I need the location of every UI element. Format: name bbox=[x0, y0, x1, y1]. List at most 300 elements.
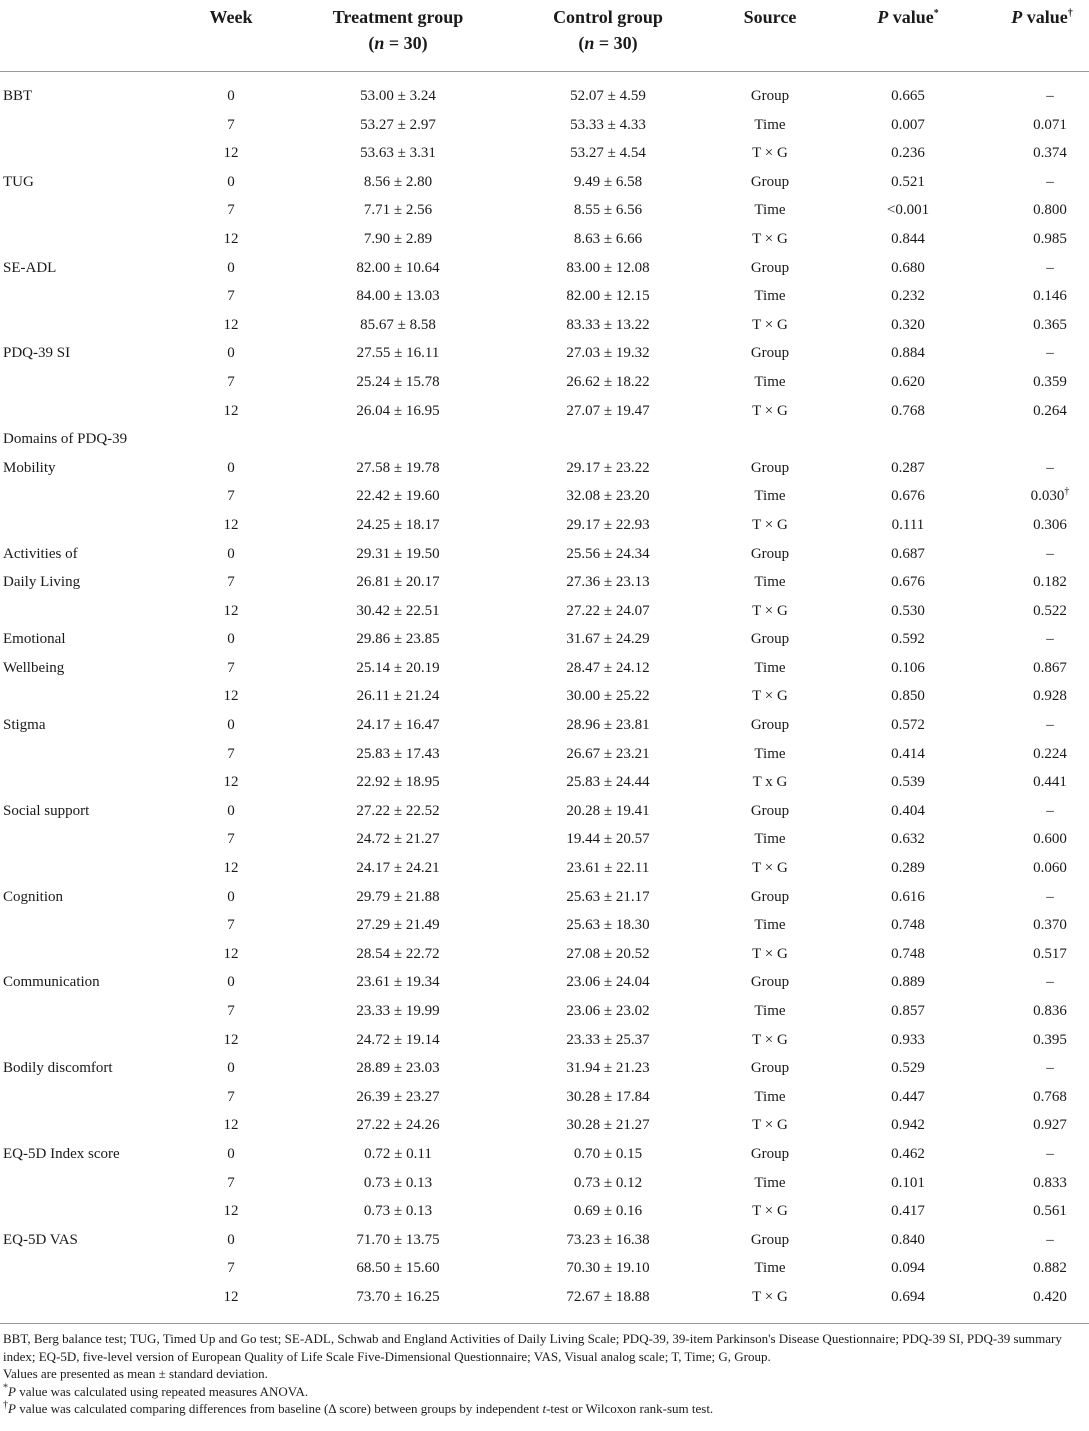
treatment-value-cell: 68.50 ± 15.60 bbox=[356, 1260, 440, 1277]
row-label: SE-ADL bbox=[3, 259, 57, 276]
week-cell: 12 bbox=[223, 230, 239, 247]
treatment-value-cell: 27.29 ± 21.49 bbox=[356, 917, 440, 934]
p-value-anova-cell: 0.748 bbox=[891, 917, 925, 934]
source-cell: Group bbox=[750, 345, 790, 362]
treatment-value-cell: 73.70 ± 16.25 bbox=[356, 1288, 440, 1305]
row-label: PDQ-39 SI bbox=[3, 345, 71, 362]
week-cell: 7 bbox=[227, 1174, 235, 1191]
delta-footnote: †P value was calculated comparing differences from baseline (Δ score) between groups by independent t-test or Wilcoxon rank-sum test. bbox=[3, 1399, 714, 1416]
week-cell: 12 bbox=[223, 316, 239, 333]
week-cell: 7 bbox=[227, 574, 235, 591]
week-cell: 12 bbox=[223, 402, 239, 419]
table-row bbox=[0, 339, 1089, 368]
treatment-value-cell: 27.58 ± 19.78 bbox=[356, 459, 440, 476]
p-value-delta-cell: 0.928 bbox=[1033, 688, 1067, 705]
week-cell: 0 bbox=[227, 345, 235, 362]
p-value-delta-cell: 0.833 bbox=[1033, 1174, 1067, 1191]
header-treatment-group: Treatment group (n = 30) bbox=[318, 4, 478, 56]
control-value-cell: 8.55 ± 6.56 bbox=[573, 202, 643, 219]
table-row bbox=[0, 1254, 1089, 1283]
p-value-anova-cell: 0.462 bbox=[891, 1145, 925, 1162]
source-cell: Time bbox=[754, 488, 786, 505]
p-value-delta-cell: – bbox=[1046, 717, 1054, 734]
source-cell: T × G bbox=[752, 602, 788, 619]
table-row bbox=[0, 368, 1089, 397]
row-label: TUG bbox=[3, 173, 34, 190]
p-value-delta-cell: 0.836 bbox=[1033, 1003, 1067, 1019]
p-value-delta-cell: 0.264 bbox=[1033, 402, 1067, 419]
source-cell: Group bbox=[750, 1145, 790, 1162]
table-row bbox=[0, 825, 1089, 854]
p-value-delta-cell: – bbox=[1046, 88, 1054, 104]
source-cell: Group bbox=[750, 173, 790, 190]
p-value-anova-cell: <0.001 bbox=[886, 202, 930, 219]
control-value-cell: 25.56 ± 24.34 bbox=[566, 545, 650, 562]
p-value-anova-cell: 0.676 bbox=[891, 488, 925, 505]
table-row bbox=[0, 740, 1089, 769]
week-cell: 0 bbox=[227, 802, 235, 819]
source-cell: T × G bbox=[752, 316, 788, 333]
source-cell: T × G bbox=[752, 516, 788, 533]
p-value-delta-cell: 0.600 bbox=[1033, 831, 1067, 848]
source-cell: T × G bbox=[752, 230, 788, 247]
week-cell: 7 bbox=[227, 659, 235, 676]
table-row bbox=[0, 482, 1089, 511]
week-cell: 0 bbox=[227, 88, 235, 104]
abbreviations-note: BBT, Berg balance test; TUG, Timed Up and Go test; SE-ADL, Schwab and England Activities of Daily Living Scale; PDQ-39, 39-item Parkinson's Disease Questionnaire; PDQ-39 SI, PDQ-39 summary index; EQ-5D, five-level version of European Quality of Life Scale Five-Dimensional Questionnaire; VAS, Visual analog scale; T, Time; G, Group. bbox=[3, 1331, 1062, 1364]
source-cell: T × G bbox=[752, 1117, 788, 1134]
week-cell: 12 bbox=[223, 145, 239, 162]
p-value-delta-cell: 0.561 bbox=[1033, 1203, 1067, 1220]
table-row bbox=[0, 1054, 1089, 1083]
week-cell: 7 bbox=[227, 1003, 235, 1019]
p-value-delta-cell: 0.359 bbox=[1033, 373, 1067, 390]
table-row bbox=[0, 911, 1089, 940]
week-cell: 7 bbox=[227, 917, 235, 934]
header-p-value-delta: P value† bbox=[1011, 7, 1073, 27]
p-value-anova-cell: 0.232 bbox=[891, 288, 925, 305]
p-value-anova-cell: 0.857 bbox=[891, 1003, 925, 1019]
p-value-anova-cell: 0.884 bbox=[891, 345, 925, 362]
control-value-cell: 26.67 ± 23.21 bbox=[566, 745, 650, 762]
table-row bbox=[0, 883, 1089, 912]
table-row bbox=[0, 1111, 1089, 1140]
p-value-anova-cell: 0.404 bbox=[891, 802, 925, 819]
p-value-anova-cell: 0.850 bbox=[891, 688, 925, 705]
p-value-anova-cell: 0.844 bbox=[891, 230, 925, 247]
table-row bbox=[0, 254, 1089, 283]
control-value-cell: 25.63 ± 21.17 bbox=[566, 888, 650, 905]
control-value-cell: 0.69 ± 0.16 bbox=[573, 1203, 643, 1220]
p-value-delta-cell: – bbox=[1046, 888, 1054, 905]
treatment-value-cell: 27.55 ± 16.11 bbox=[356, 345, 440, 362]
table-row bbox=[0, 625, 1089, 654]
control-value-cell: 30.00 ± 25.22 bbox=[566, 688, 650, 705]
control-value-cell: 23.61 ± 22.11 bbox=[566, 860, 650, 877]
row-label: Stigma bbox=[3, 717, 46, 734]
source-cell: T × G bbox=[752, 1288, 788, 1305]
table-row bbox=[0, 1026, 1089, 1055]
source-cell: T × G bbox=[752, 1203, 788, 1220]
p-value-delta-cell: – bbox=[1046, 974, 1054, 991]
source-cell: Group bbox=[750, 631, 790, 648]
table-row bbox=[0, 654, 1089, 683]
treatment-value-cell: 26.11 ± 21.24 bbox=[356, 688, 440, 705]
table-row bbox=[0, 282, 1089, 311]
source-cell: T × G bbox=[752, 860, 788, 877]
week-cell: 0 bbox=[227, 1231, 235, 1248]
table-row bbox=[0, 1140, 1089, 1169]
p-value-delta-cell: 0.071 bbox=[1033, 116, 1067, 133]
source-cell: T × G bbox=[752, 145, 788, 162]
p-value-anova-cell: 0.414 bbox=[891, 745, 925, 762]
p-value-anova-cell: 0.933 bbox=[891, 1031, 925, 1048]
treatment-value-cell: 0.72 ± 0.11 bbox=[364, 1145, 432, 1162]
control-value-cell: 27.08 ± 20.52 bbox=[566, 945, 650, 962]
week-cell: 0 bbox=[227, 259, 235, 276]
table-row bbox=[0, 311, 1089, 340]
control-value-cell: 0.73 ± 0.12 bbox=[573, 1174, 643, 1191]
control-value-cell: 28.47 ± 24.12 bbox=[566, 659, 650, 676]
row-label: Emotional bbox=[3, 631, 66, 648]
row-label: Cognition bbox=[3, 888, 64, 905]
p-value-delta-cell: – bbox=[1046, 1060, 1054, 1077]
week-cell: 0 bbox=[227, 459, 235, 476]
table-body bbox=[0, 82, 1089, 1312]
p-value-delta-cell: 0.374 bbox=[1033, 145, 1067, 162]
p-value-anova-cell: 0.572 bbox=[891, 717, 925, 734]
treatment-value-cell: 71.70 ± 13.75 bbox=[356, 1231, 440, 1248]
p-value-anova-cell: 0.530 bbox=[891, 602, 925, 619]
table-row bbox=[0, 682, 1089, 711]
week-cell: 7 bbox=[227, 116, 235, 133]
p-value-anova-cell: 0.111 bbox=[891, 516, 925, 533]
treatment-value-cell: 84.00 ± 13.03 bbox=[356, 288, 440, 305]
control-value-cell: 8.63 ± 6.66 bbox=[573, 230, 643, 247]
control-value-cell: 29.17 ± 23.22 bbox=[566, 459, 650, 476]
p-value-anova-cell: 0.094 bbox=[891, 1260, 925, 1277]
p-value-delta-cell: – bbox=[1046, 173, 1054, 190]
p-value-delta-cell: 0.927 bbox=[1033, 1117, 1067, 1134]
row-label: BBT bbox=[3, 88, 33, 104]
treatment-value-cell: 53.27 ± 2.97 bbox=[360, 116, 436, 133]
control-value-cell: 29.17 ± 22.93 bbox=[566, 516, 650, 533]
week-cell: 12 bbox=[223, 688, 239, 705]
header-control-n: (n = 30) bbox=[578, 33, 638, 53]
control-value-cell: 30.28 ± 17.84 bbox=[566, 1088, 650, 1105]
table-row bbox=[0, 797, 1089, 826]
p-value-delta-cell: – bbox=[1046, 459, 1054, 476]
source-cell: Time bbox=[754, 1174, 786, 1191]
treatment-value-cell: 30.42 ± 22.51 bbox=[356, 602, 440, 619]
week-cell: 12 bbox=[223, 1117, 239, 1134]
treatment-value-cell: 26.04 ± 16.95 bbox=[356, 402, 440, 419]
control-value-cell: 73.23 ± 16.38 bbox=[566, 1231, 650, 1248]
p-value-anova-cell: 0.632 bbox=[891, 831, 925, 848]
row-label: Bodily discomfort bbox=[3, 1060, 113, 1077]
p-value-delta-cell: – bbox=[1046, 1145, 1054, 1162]
table-row bbox=[0, 111, 1089, 140]
control-value-cell: 53.33 ± 4.33 bbox=[570, 116, 646, 133]
p-value-anova-cell: 0.539 bbox=[891, 774, 925, 791]
p-value-anova-cell: 0.289 bbox=[891, 860, 925, 877]
row-label: Domains of PDQ-39 bbox=[3, 431, 128, 448]
p-value-delta-cell: – bbox=[1046, 631, 1054, 648]
control-value-cell: 23.06 ± 24.04 bbox=[566, 974, 650, 991]
p-value-anova-cell: 0.840 bbox=[891, 1231, 925, 1248]
p-value-delta-cell: 0.522 bbox=[1033, 602, 1067, 619]
control-value-cell: 9.49 ± 6.58 bbox=[573, 173, 643, 190]
p-value-delta-cell: 0.146 bbox=[1033, 288, 1067, 305]
table-row bbox=[0, 1169, 1089, 1198]
p-value-anova-cell: 0.748 bbox=[891, 945, 925, 962]
p-value-anova-cell: 0.680 bbox=[891, 259, 925, 276]
anova-footnote: *P value was calculated using repeated measures ANOVA. bbox=[3, 1382, 309, 1399]
week-cell: 7 bbox=[227, 373, 235, 390]
header-week: Week bbox=[209, 7, 253, 27]
treatment-value-cell: 53.63 ± 3.31 bbox=[360, 145, 436, 162]
treatment-value-cell: 25.14 ± 20.19 bbox=[356, 659, 440, 676]
p-value-delta-cell: 0.370 bbox=[1033, 917, 1067, 934]
p-value-anova-cell: 0.236 bbox=[891, 145, 925, 162]
week-cell: 0 bbox=[227, 631, 235, 648]
p-value-delta-cell: – bbox=[1046, 259, 1054, 276]
p-value-anova-cell: 0.417 bbox=[891, 1203, 925, 1220]
week-cell: 7 bbox=[227, 288, 235, 305]
table-row bbox=[0, 597, 1089, 626]
week-cell: 7 bbox=[227, 488, 235, 505]
row-label: EQ-5D Index score bbox=[3, 1145, 120, 1162]
source-cell: Group bbox=[750, 259, 790, 276]
source-cell: Time bbox=[754, 288, 786, 305]
control-value-cell: 53.27 ± 4.54 bbox=[570, 145, 646, 162]
header-rule bbox=[0, 71, 1089, 72]
treatment-value-cell: 24.72 ± 21.27 bbox=[356, 831, 440, 848]
p-value-delta-cell: 0.985 bbox=[1033, 230, 1067, 247]
source-cell: T × G bbox=[752, 1031, 788, 1048]
table-row bbox=[0, 397, 1089, 426]
p-value-anova-cell: 0.620 bbox=[891, 373, 925, 390]
table-row bbox=[0, 1283, 1089, 1312]
source-cell: Group bbox=[750, 717, 790, 734]
p-value-delta-cell: 0.420 bbox=[1033, 1288, 1067, 1305]
week-cell: 0 bbox=[227, 974, 235, 991]
source-cell: Time bbox=[754, 745, 786, 762]
control-value-cell: 0.70 ± 0.15 bbox=[573, 1145, 643, 1162]
control-value-cell: 52.07 ± 4.59 bbox=[570, 88, 646, 104]
treatment-value-cell: 53.00 ± 3.24 bbox=[360, 88, 436, 104]
table-row bbox=[0, 568, 1089, 597]
treatment-value-cell: 27.22 ± 22.52 bbox=[356, 802, 440, 819]
control-value-cell: 23.33 ± 25.37 bbox=[566, 1031, 650, 1048]
p-value-anova-cell: 0.889 bbox=[891, 974, 925, 991]
control-value-cell: 25.63 ± 18.30 bbox=[566, 917, 650, 934]
week-cell: 0 bbox=[227, 717, 235, 734]
table-row bbox=[0, 1226, 1089, 1255]
treatment-value-cell: 0.73 ± 0.13 bbox=[363, 1203, 433, 1220]
table-row bbox=[0, 1197, 1089, 1226]
p-value-delta-cell: 0.306 bbox=[1033, 516, 1067, 533]
p-value-anova-cell: 0.694 bbox=[891, 1288, 925, 1305]
p-value-delta-cell: 0.030† bbox=[1030, 486, 1070, 505]
treatment-value-cell: 24.17 ± 16.47 bbox=[356, 717, 440, 734]
week-cell: 0 bbox=[227, 1060, 235, 1077]
p-value-anova-cell: 0.529 bbox=[891, 1060, 925, 1077]
table-header bbox=[0, 0, 1089, 72]
source-cell: Group bbox=[750, 974, 790, 991]
control-value-cell: 27.07 ± 19.47 bbox=[566, 402, 650, 419]
source-cell: Time bbox=[754, 373, 786, 390]
control-value-cell: 19.44 ± 20.57 bbox=[566, 831, 650, 848]
control-value-cell: 72.67 ± 18.88 bbox=[566, 1288, 650, 1305]
source-cell: Time bbox=[754, 1003, 786, 1019]
source-cell: Time bbox=[754, 1260, 786, 1277]
control-value-cell: 83.00 ± 12.08 bbox=[566, 259, 650, 276]
p-value-anova-cell: 0.101 bbox=[891, 1174, 925, 1191]
p-value-delta-cell: 0.517 bbox=[1033, 945, 1067, 962]
treatment-value-cell: 28.89 ± 23.03 bbox=[356, 1060, 440, 1077]
p-value-delta-cell: – bbox=[1046, 1231, 1054, 1248]
control-value-cell: 28.96 ± 23.81 bbox=[566, 717, 650, 734]
control-value-cell: 26.62 ± 18.22 bbox=[566, 373, 650, 390]
week-cell: 12 bbox=[223, 1031, 239, 1048]
table-row bbox=[0, 196, 1089, 225]
control-value-cell: 20.28 ± 19.41 bbox=[566, 802, 650, 819]
treatment-value-cell: 24.72 ± 19.14 bbox=[356, 1031, 440, 1048]
p-value-delta-cell: 0.182 bbox=[1033, 574, 1067, 591]
source-cell: Group bbox=[750, 802, 790, 819]
treatment-value-cell: 29.31 ± 19.50 bbox=[356, 545, 440, 562]
p-value-delta-cell: 0.441 bbox=[1033, 774, 1067, 791]
p-value-delta-cell: 0.365 bbox=[1033, 316, 1067, 333]
source-cell: Group bbox=[750, 888, 790, 905]
week-cell: 7 bbox=[227, 1260, 235, 1277]
control-value-cell: 27.36 ± 23.13 bbox=[566, 574, 650, 591]
table-row bbox=[0, 82, 1089, 111]
week-cell: 12 bbox=[223, 774, 239, 791]
table-row bbox=[0, 454, 1089, 483]
p-value-delta-cell: 0.882 bbox=[1033, 1260, 1067, 1277]
control-value-cell: 70.30 ± 19.10 bbox=[566, 1260, 650, 1277]
control-value-cell: 27.03 ± 19.32 bbox=[566, 345, 650, 362]
treatment-value-cell: 25.24 ± 15.78 bbox=[356, 373, 440, 390]
p-value-delta-cell: 0.395 bbox=[1033, 1031, 1067, 1048]
row-label: EQ-5D VAS bbox=[3, 1231, 78, 1248]
source-cell: Group bbox=[750, 545, 790, 562]
row-label: Activities of bbox=[3, 545, 78, 562]
control-value-cell: 30.28 ± 21.27 bbox=[566, 1117, 650, 1134]
p-value-delta-cell: – bbox=[1046, 545, 1054, 562]
week-cell: 12 bbox=[223, 1203, 239, 1220]
source-cell: Time bbox=[754, 116, 786, 133]
p-value-anova-cell: 0.287 bbox=[891, 459, 925, 476]
week-cell: 12 bbox=[223, 860, 239, 877]
treatment-value-cell: 29.79 ± 21.88 bbox=[356, 888, 440, 905]
footer-rule bbox=[0, 1323, 1089, 1324]
source-cell: Time bbox=[754, 659, 786, 676]
table-footnotes bbox=[3, 1330, 1083, 1418]
treatment-value-cell: 25.83 ± 17.43 bbox=[356, 745, 440, 762]
treatment-value-cell: 26.39 ± 23.27 bbox=[356, 1088, 440, 1105]
p-value-anova-cell: 0.447 bbox=[891, 1088, 925, 1105]
week-cell: 7 bbox=[227, 831, 235, 848]
control-value-cell: 27.22 ± 24.07 bbox=[566, 602, 650, 619]
source-cell: Time bbox=[754, 831, 786, 848]
p-value-anova-cell: 0.007 bbox=[891, 116, 925, 133]
source-cell: Time bbox=[754, 1088, 786, 1105]
p-value-delta-cell: – bbox=[1046, 802, 1054, 819]
p-value-anova-cell: 0.320 bbox=[891, 316, 925, 333]
header-p-value-anova: P value* bbox=[877, 7, 939, 27]
table-row bbox=[0, 225, 1089, 254]
table-row bbox=[0, 940, 1089, 969]
control-value-cell: 25.83 ± 24.44 bbox=[566, 774, 650, 791]
treatment-value-cell: 24.17 ± 24.21 bbox=[356, 860, 440, 877]
table-row bbox=[0, 997, 1089, 1026]
table-row bbox=[0, 511, 1089, 540]
treatment-value-cell: 29.86 ± 23.85 bbox=[356, 631, 440, 648]
week-cell: 12 bbox=[223, 516, 239, 533]
row-label: Social support bbox=[3, 802, 90, 819]
control-value-cell: 82.00 ± 12.15 bbox=[566, 288, 650, 305]
source-cell: Time bbox=[754, 917, 786, 934]
table-row bbox=[0, 168, 1089, 197]
p-value-anova-cell: 0.616 bbox=[891, 888, 925, 905]
control-value-cell: 31.94 ± 21.23 bbox=[566, 1060, 650, 1077]
table-row bbox=[0, 854, 1089, 883]
week-cell: 12 bbox=[223, 945, 239, 962]
treatment-value-cell: 23.33 ± 19.99 bbox=[356, 1003, 440, 1019]
treatment-value-cell: 82.00 ± 10.64 bbox=[356, 259, 440, 276]
p-value-anova-cell: 0.592 bbox=[891, 631, 925, 648]
p-value-anova-cell: 0.521 bbox=[891, 173, 925, 190]
table-row bbox=[0, 1083, 1089, 1112]
source-cell: T × G bbox=[752, 402, 788, 419]
source-cell: Group bbox=[750, 88, 790, 104]
table-row bbox=[0, 139, 1089, 168]
table-row bbox=[0, 425, 1089, 454]
source-cell: T × G bbox=[752, 945, 788, 962]
treatment-value-cell: 7.90 ± 2.89 bbox=[363, 230, 433, 247]
row-label: Wellbeing bbox=[3, 659, 65, 676]
source-cell: T x G bbox=[752, 774, 788, 791]
source-cell: Group bbox=[750, 1231, 790, 1248]
week-cell: 7 bbox=[227, 1088, 235, 1105]
control-value-cell: 32.08 ± 23.20 bbox=[566, 488, 650, 505]
treatment-value-cell: 8.56 ± 2.80 bbox=[363, 173, 433, 190]
p-value-delta-cell: 0.800 bbox=[1033, 202, 1067, 219]
week-cell: 12 bbox=[223, 1288, 239, 1305]
week-cell: 7 bbox=[227, 745, 235, 762]
week-cell: 0 bbox=[227, 888, 235, 905]
treatment-value-cell: 23.61 ± 19.34 bbox=[356, 974, 440, 991]
treatment-value-cell: 28.54 ± 22.72 bbox=[356, 945, 440, 962]
week-cell: 12 bbox=[223, 602, 239, 619]
source-cell: Group bbox=[750, 1060, 790, 1077]
p-value-anova-cell: 0.942 bbox=[891, 1117, 925, 1134]
week-cell: 0 bbox=[227, 173, 235, 190]
p-value-anova-cell: 0.665 bbox=[891, 88, 925, 104]
table-row bbox=[0, 711, 1089, 740]
treatment-value-cell: 7.71 ± 2.56 bbox=[363, 202, 433, 219]
table-row bbox=[0, 768, 1089, 797]
significance-mark: † bbox=[1064, 486, 1070, 498]
row-label: Daily Living bbox=[3, 574, 81, 591]
treatment-value-cell: 26.81 ± 20.17 bbox=[356, 574, 440, 591]
p-value-anova-cell: 0.676 bbox=[891, 574, 925, 591]
row-label: Mobility bbox=[3, 459, 56, 476]
treatment-value-cell: 22.42 ± 19.60 bbox=[356, 488, 440, 505]
